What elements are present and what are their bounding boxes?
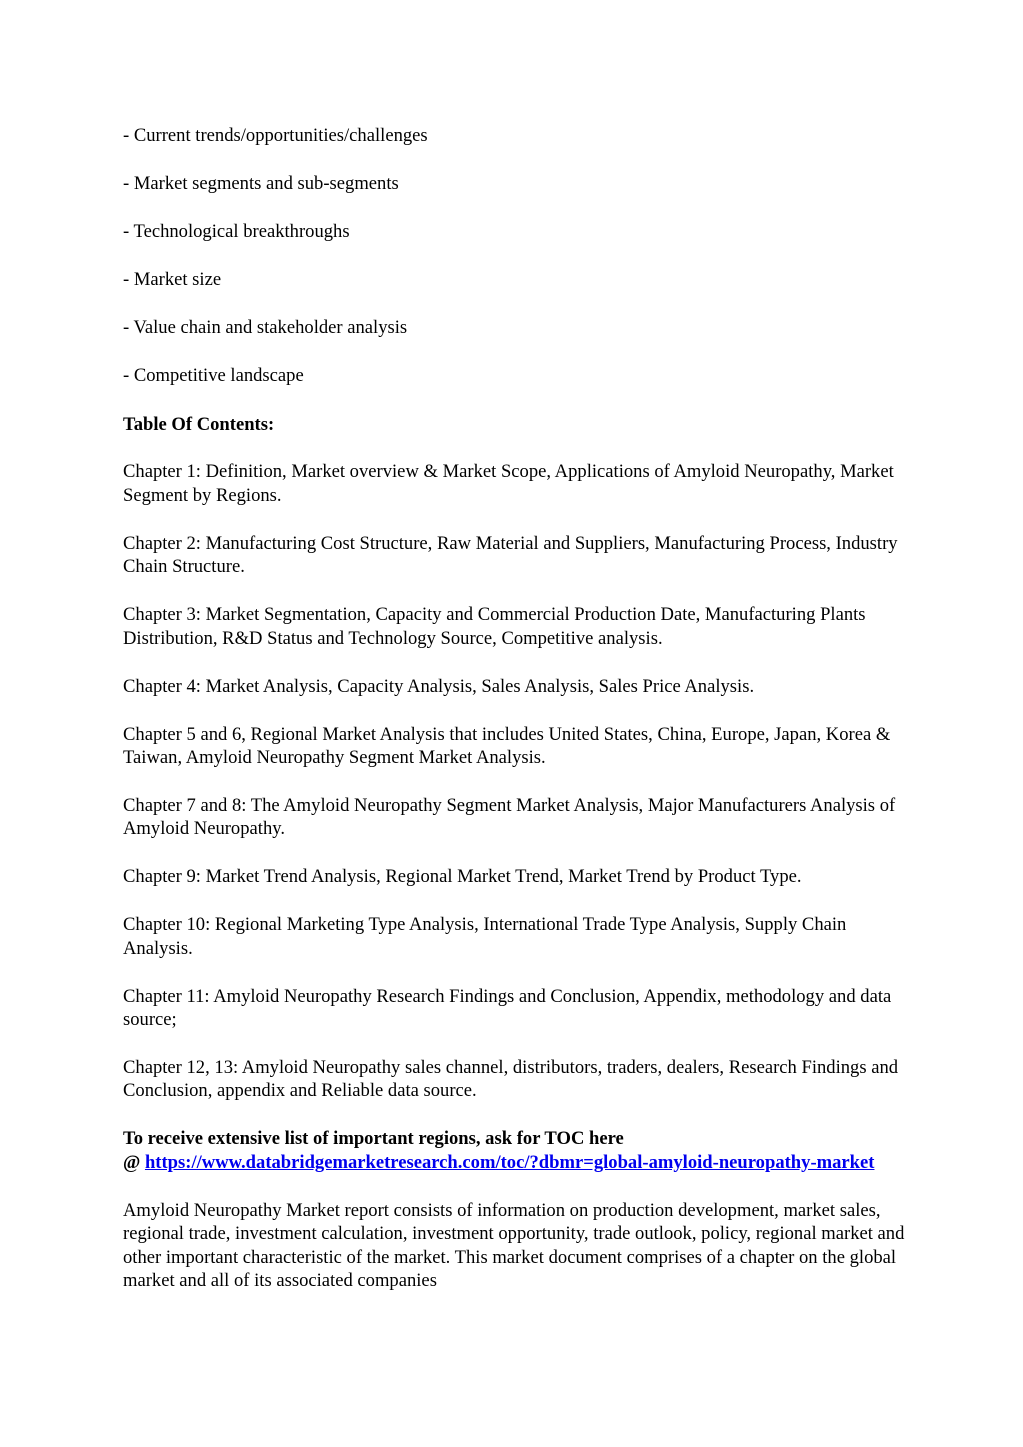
chapter-item: Chapter 7 and 8: The Amyloid Neuropathy Segment Market Analysis, Major Manufacturers Analysis of Amyloid Neuropathy. [123, 794, 896, 840]
chapter-item: Chapter 4: Market Analysis, Capacity Analysis, Sales Analysis, Sales Price Analysis. [123, 675, 755, 697]
list-item: - Market segments and sub-segments [123, 173, 399, 195]
document-page [123, 124, 908, 1317]
chapter-item: Chapter 10: Regional Marketing Type Analysis, International Trade Type Analysis, Supply Chain Analysis. [123, 914, 847, 959]
chapter-item: Chapter 9: Market Trend Analysis, Regional Market Trend, Market Trend by Product Type. [123, 866, 802, 888]
list-item: - Technological breakthroughs [123, 221, 350, 243]
feature-list [123, 124, 908, 388]
toc-heading: Table Of Contents: [123, 413, 275, 435]
list-item: - Value chain and stakeholder analysis [123, 317, 408, 339]
chapter-item: Chapter 2: Manufacturing Cost Structure, Raw Material and Suppliers, Manufacturing Process, Industry Chain Structure. [123, 532, 898, 578]
toc-request [123, 1127, 908, 1174]
chapter-item: Chapter 1: Definition, Market overview & Market Scope, Applications of Amyloid Neuropathy, Market Segment by Regions. [123, 461, 894, 506]
toc-request-at: @ [123, 1151, 145, 1173]
toc-link[interactable]: https://www.databridgemarketresearch.com/toc/?dbmr=global-amyloid-neuropathy-market [144, 1151, 875, 1173]
list-item: - Market size [123, 269, 222, 291]
closing-paragraph: Amyloid Neuropathy Market report consists of information on production development, market sales, regional trade, investment calculation, investment opportunity, trade outlook, policy, regional market and other important characteristic of the market. This market document comprises of a chapter on the global market and all of its associated companies [123, 1199, 905, 1292]
chapter-item: Chapter 12, 13: Amyloid Neuropathy sales channel, distributors, traders, dealers, Research Findings and Conclusion, appendix and Reliable data source. [123, 1056, 899, 1102]
toc-request-text: To receive extensive list of important regions, ask for TOC here [123, 1128, 624, 1150]
chapter-list [123, 460, 908, 1103]
chapter-item: Chapter 5 and 6, Regional Market Analysis that includes United States, China, Europe, Japan, Korea & Taiwan, Amyloid Neuropathy Segment Market Analysis. [123, 723, 891, 769]
list-item: - Competitive landscape [123, 365, 304, 387]
list-item: - Current trends/opportunities/challenges [123, 125, 428, 146]
chapter-item: Chapter 11: Amyloid Neuropathy Research Findings and Conclusion, Appendix, methodology and data source; [123, 985, 892, 1031]
chapter-item: Chapter 3: Market Segmentation, Capacity and Commercial Production Date, Manufacturing Plants Distribution, R&D Status and Technology Source, Competitive analysis. [123, 604, 866, 649]
